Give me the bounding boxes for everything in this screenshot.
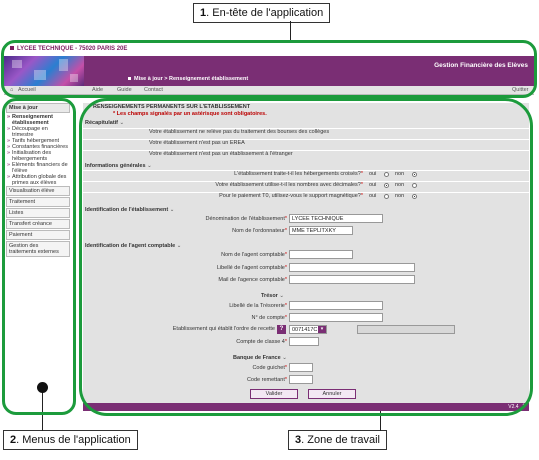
required-note: * Les champs signalés par un astérisque sont obligatoires. (113, 111, 267, 117)
nav-contact[interactable]: Contact (144, 87, 163, 93)
label-libelle-agent: Libellé de l'agent comptable* (216, 265, 287, 271)
section-banque-france[interactable]: Banque de France ⌄ (233, 355, 287, 361)
section-identification[interactable]: Identification de l'établissement ⌄ (85, 207, 175, 213)
work-area: RENSEIGNEMENTS PERMANENTS SUR L'ETABLISSEMENT * Les champs signalés par un astérisque sont obligatoires. Récapitulatif ⌄ Votre établissement ne relève pas du traitement des bourses des collèges Votre établissement n'est pas un EREA Votre établissement n'est pas un établissement à l'étranger Informations générales ⌄ L'établissement traite-t-il les hébergements croisés?* oui non Votre établissement utilise-t-il les nombres avec décimales?* oui non Pour le paiement T0, utilisez-vous le support magnétique?* oui non Identification de l'établissement ⌄ Dénomination de l'établissement* LYCEE TECHNIQUE Nom de l'ordonnateur* MME TEPLITXKY Identification de l'agent comptable ⌄ Nom de l'agent comptable* Libellé de l'agent comptable* Mail de l'agence comptable* Trésor ⌄ Libellé de la Trésorerie* N° de compte* Etablissement qui établit l'ordre de recette ? 0071417C ▾ Compte de classe 4* Banque de France ⌄ Code guichet* Code remettant* Valider Annuler (83, 103, 529, 403)
label-libelle-tresorerie: Libellé de la Trésorerie* (229, 303, 287, 309)
ordonnateur-input[interactable]: MME TEPLITXKY (289, 226, 353, 235)
q-decimales: Votre établissement utilise-t-il les nombres avec décimales?* (215, 182, 363, 188)
sidebar-sub-initialisation[interactable]: » Initialisation des hébergements (6, 150, 70, 162)
sidebar-item-visualisation[interactable]: Visualisation élève (6, 186, 70, 196)
sidebar-sub-decoupage[interactable]: » Découpage en trimestre (6, 126, 70, 138)
sidebar-sub-constantes[interactable]: » Constantes financières (6, 144, 70, 150)
highlight-work-area (79, 98, 533, 416)
nav-aide[interactable]: Aide (92, 87, 104, 93)
highlight-menus (2, 98, 76, 415)
sidebar-item-transfert[interactable]: Transfert créance (6, 219, 70, 229)
recap-line: Votre établissement ne relève pas du traitement des bourses des collèges (149, 129, 330, 135)
sidebar-item-traitement[interactable]: Traitement (6, 197, 70, 207)
recap-line: Votre établissement n'est pas un EREA (149, 140, 245, 146)
q-hebergements-croises: L'établissement traite-t-il les hébergements croisés?* (234, 171, 363, 177)
valider-button[interactable]: Valider (250, 389, 298, 399)
q-support-magnetique: Pour le paiement T0, utilisez-vous le support magnétique?* (219, 193, 363, 199)
section-recap[interactable]: Récapitulatif ⌄ (85, 120, 125, 126)
label-etab-ordre-recette: Etablissement qui établit l'ordre de recette (172, 326, 275, 332)
label-numero-compte: N° de compte* (251, 315, 287, 321)
recap-line: Votre établissement n'est pas un établissement à l'étranger (149, 151, 293, 157)
sidebar-sub-tarifs[interactable]: » Tarifs hébergement (6, 138, 70, 144)
sidebar-item-mise-a-jour[interactable]: Mise à jour (6, 103, 70, 113)
breadcrumb: Mise à jour > Renseignement établissement (128, 76, 248, 82)
section-general[interactable]: Informations générales ⌄ (85, 163, 152, 169)
home-icon[interactable]: ⌂ (10, 87, 14, 93)
etab-ordre-recette-select[interactable]: 0071417C ▾ (289, 325, 327, 334)
version-label: V2.4 (508, 404, 519, 410)
highlight-header (1, 40, 537, 98)
sidebar-item-paiement[interactable]: Paiement (6, 230, 70, 240)
label-compte-classe4: Compte de classe 4* (236, 339, 287, 345)
nav-guide[interactable]: Guide (117, 87, 132, 93)
sidebar-item-listes[interactable]: Listes (6, 208, 70, 218)
establishment-title: LYCEE TECHNIQUE - 75020 PARIS 20E (4, 43, 534, 56)
sidebar-sub-elements[interactable]: » Eléments financiers de l'élève (6, 162, 70, 174)
label-denomination: Dénomination de l'établissement* (205, 216, 287, 222)
page-title: RENSEIGNEMENTS PERMANENTS SUR L'ETABLISSEMENT (93, 104, 251, 110)
label-mail-agence: Mail de l'agence comptable* (218, 277, 287, 283)
annuler-button[interactable]: Annuler (308, 389, 356, 399)
section-tresor[interactable]: Trésor ⌄ (261, 293, 284, 299)
sidebar-item-gestion[interactable]: Gestion des traitements externes (6, 241, 70, 257)
chevron-down-icon: ▾ (318, 326, 326, 333)
nav-quitter[interactable]: Quitter (512, 87, 529, 93)
label-ordonnateur: Nom de l'ordonnateur* (232, 228, 287, 234)
callout-menus: 2. Menus de l'application (3, 430, 138, 450)
nav-accueil[interactable]: Accueil (18, 87, 36, 93)
help-icon[interactable]: ? (277, 325, 286, 334)
callout-work: 3. Zone de travail (288, 430, 387, 450)
top-arrow-icon[interactable]: ⤴ (519, 404, 525, 410)
sidebar-sub-attribution[interactable]: » Attribution globale des primes aux élèves (6, 174, 70, 186)
app-title: Gestion Financière des Elèves (434, 62, 528, 69)
label-nom-agent: Nom de l'agent comptable* (221, 252, 287, 258)
section-agent-comptable[interactable]: Identification de l'agent comptable ⌄ (85, 243, 182, 249)
callout-header: 1. En-tête de l'application (193, 3, 330, 23)
label-code-guichet: Code guichet* (252, 365, 287, 371)
denomination-input[interactable]: LYCEE TECHNIQUE (289, 214, 383, 223)
label-code-remettant: Code remettant* (246, 377, 287, 383)
sidebar-sub-renseignement[interactable]: » Renseignement établissement (6, 114, 70, 126)
